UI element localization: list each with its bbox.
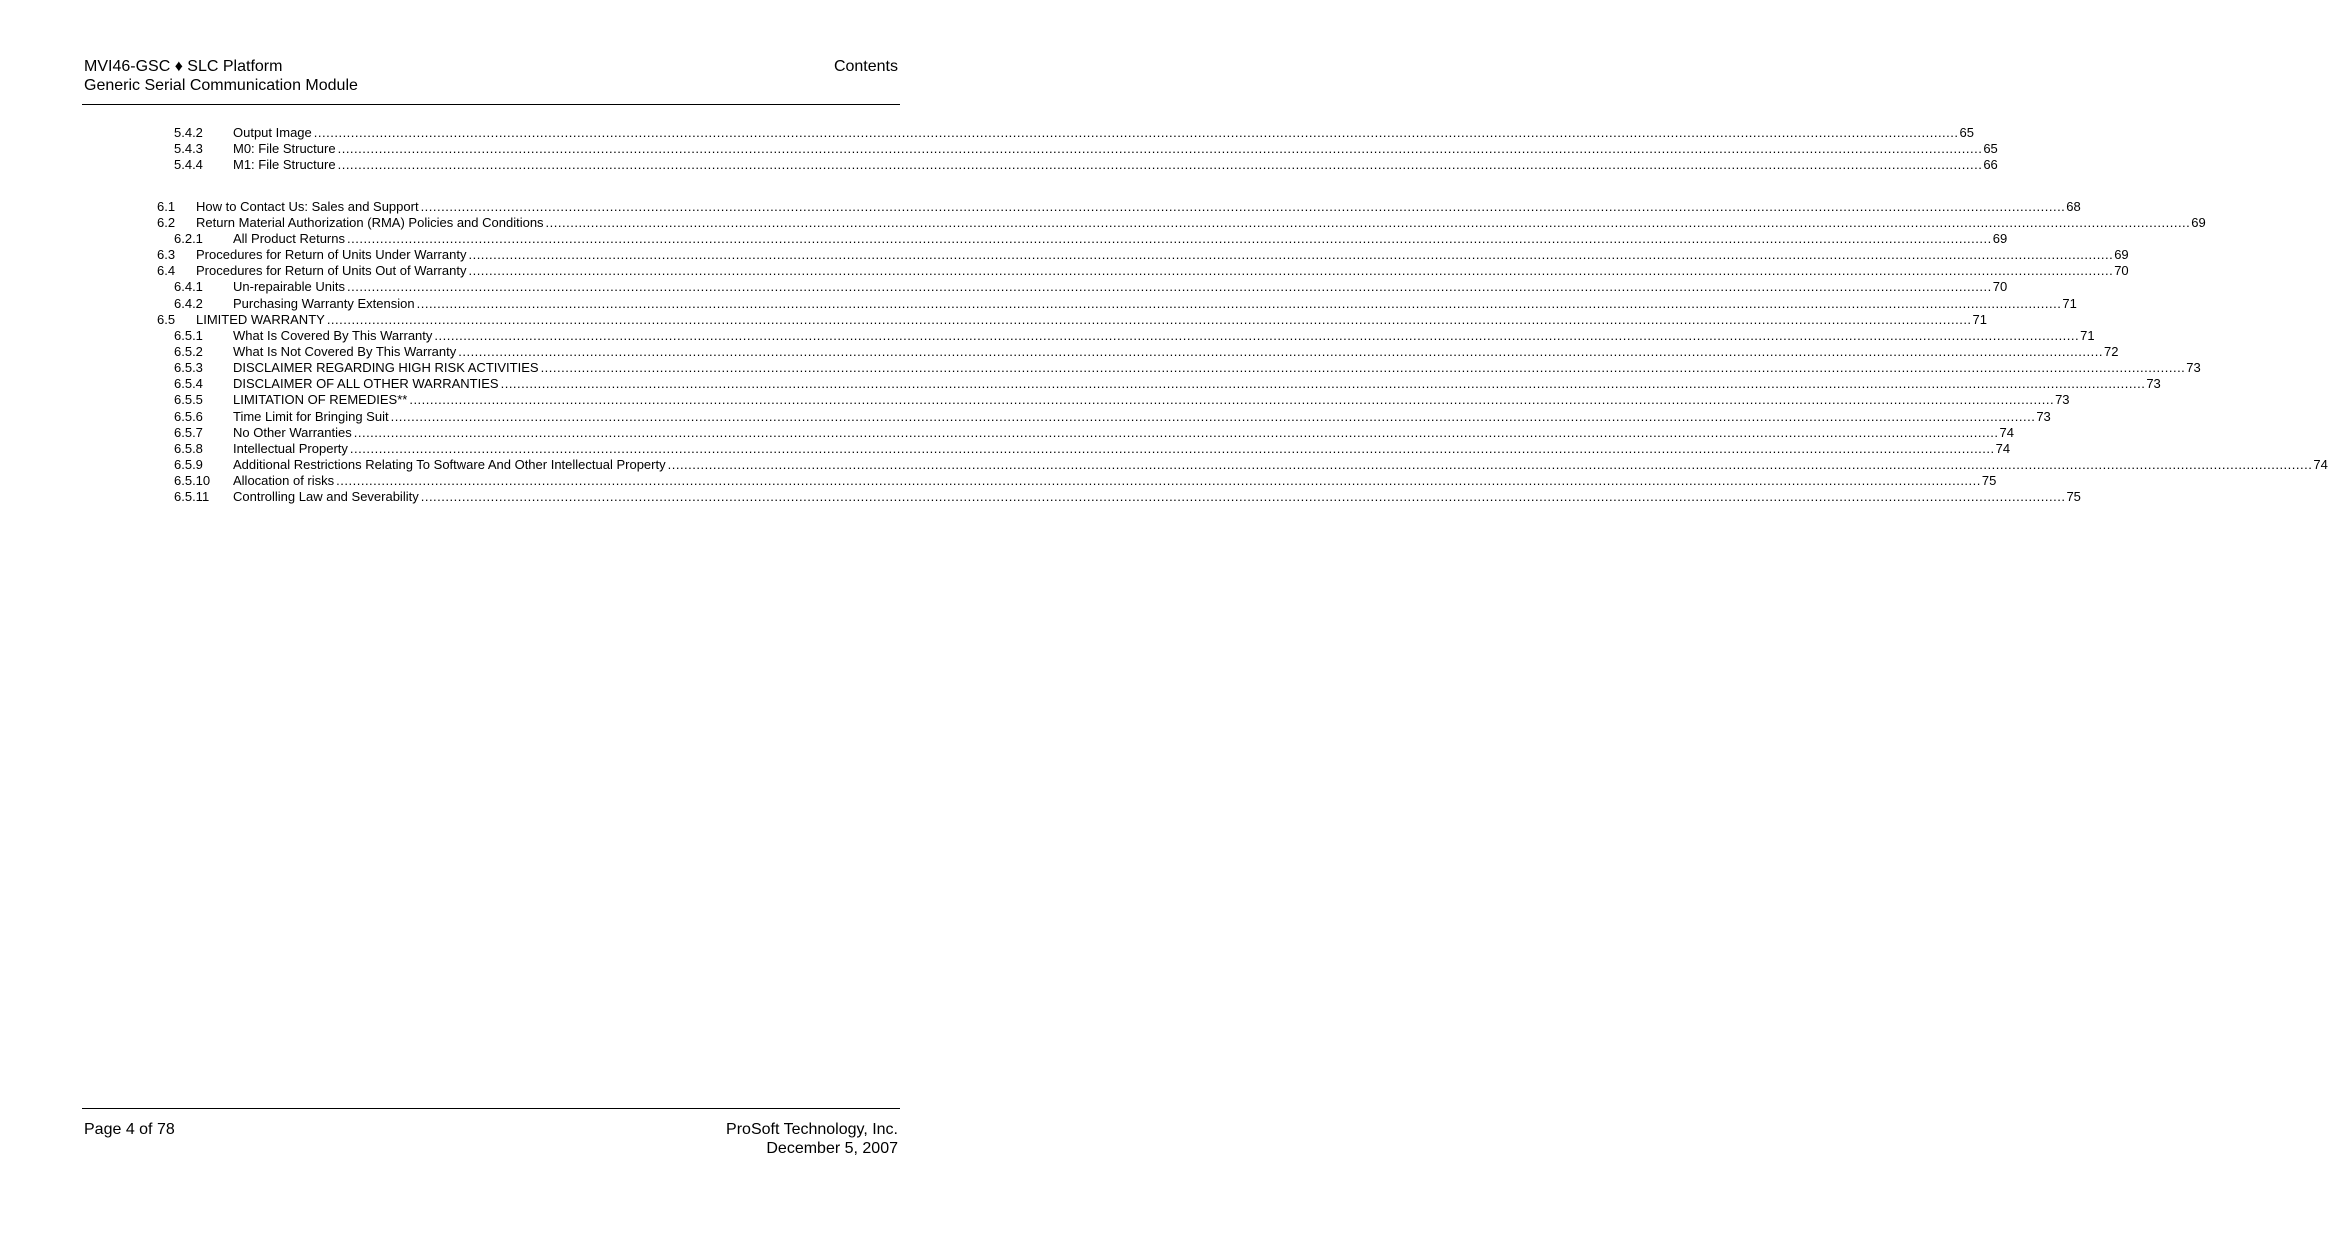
dot-leader: ................................................................................................................................................................................................................................................................................................................................................................................................................ [409, 392, 2055, 407]
dot-leader: ................................................................................................................................................................................................................................................................................................................................................................................................................ [420, 199, 2066, 214]
toc-entry-title: Output Image [233, 125, 312, 140]
toc-entry-page: 71 [2062, 296, 2077, 311]
dot-leader: ................................................................................................................................................................................................................................................................................................................................................................................................................ [326, 312, 1972, 327]
toc-entry-title: M0: File Structure [233, 141, 336, 156]
document-title-line1: MVI46-GSC ♦ SLC Platform [84, 58, 283, 75]
toc-entry-page: 73 [2055, 392, 2070, 407]
toc-entry[interactable] [157, 263, 2129, 279]
dot-leader: ................................................................................................................................................................................................................................................................................................................................................................................................................ [416, 296, 2062, 311]
toc-entry[interactable] [174, 489, 2081, 505]
toc-entry[interactable] [174, 344, 2119, 360]
toc-entry-title: Return Material Authorization (RMA) Policies and Conditions [196, 215, 544, 230]
toc-entry-page: 74 [1999, 425, 2014, 440]
toc-entry-page: 70 [1992, 279, 2008, 294]
toc-entry[interactable] [174, 409, 2051, 425]
toc-entry-page: 73 [2146, 376, 2161, 391]
toc-entry[interactable] [174, 392, 2070, 408]
dot-leader: ................................................................................................................................................................................................................................................................................................................................................................................................................ [667, 457, 2313, 472]
toc-entry[interactable] [174, 141, 1998, 157]
footer-rule [82, 1108, 900, 1109]
toc-entry-title: Additional Restrictions Relating To Software And Other Intellectual Property [233, 457, 666, 472]
toc-entry-title: Intellectual Property [233, 441, 348, 456]
toc-entry-page: 65 [1983, 141, 1998, 156]
toc-entry-number: 5.4.3 [174, 141, 203, 156]
dot-leader: ................................................................................................................................................................................................................................................................................................................................................................................................................ [468, 263, 2114, 278]
toc-entry[interactable] [174, 125, 1974, 141]
toc-entry-title: DISCLAIMER REGARDING HIGH RISK ACTIVITIES [233, 360, 539, 375]
toc-entry-number: 6.5.6 [174, 409, 203, 424]
toc-entry-number: 6.4.2 [174, 296, 203, 311]
toc-entry-title: Purchasing Warranty Extension [233, 296, 415, 311]
toc-entry[interactable] [174, 296, 2077, 312]
toc-entry-page: 75 [1981, 473, 1997, 488]
toc-entry-title: Procedures for Return of Units Under Warranty [196, 247, 467, 262]
dot-leader: ................................................................................................................................................................................................................................................................................................................................................................................................................ [545, 215, 2191, 230]
toc-entry-page: 69 [2114, 247, 2129, 262]
toc-entry-number: 6.5.9 [174, 457, 203, 472]
company-name: ProSoft Technology, Inc. [726, 1121, 898, 1138]
page-number: Page 4 of 78 [84, 1121, 175, 1138]
toc-entry[interactable] [157, 312, 1988, 328]
toc-entry-number: 6.5.3 [174, 360, 203, 375]
toc-entry-page: 71 [1972, 312, 1988, 327]
dot-leader: ................................................................................................................................................................................................................................................................................................................................................................................................................ [434, 328, 2080, 343]
toc-entry-title: Procedures for Return of Units Out of Warranty [196, 263, 467, 278]
toc-entry-page: 74 [2313, 457, 2328, 472]
dot-leader: ................................................................................................................................................................................................................................................................................................................................................................................................................ [349, 441, 1995, 456]
toc-entry-number: 6.5.8 [174, 441, 203, 456]
toc-entry[interactable] [174, 376, 2161, 392]
toc-entry-title: Allocation of risks [233, 473, 335, 488]
toc-entry-number: 6.5.11 [174, 489, 210, 504]
dot-leader: ................................................................................................................................................................................................................................................................................................................................................................................................................ [337, 141, 1983, 156]
toc-entry-page: 69 [1992, 231, 2008, 246]
toc-entry-page: 75 [2066, 489, 2081, 504]
dot-leader: ................................................................................................................................................................................................................................................................................................................................................................................................................ [353, 425, 1999, 440]
toc-entry[interactable] [157, 215, 2206, 231]
toc-entry-page: 73 [2036, 409, 2051, 424]
toc-entry-number: 6.4 [157, 263, 176, 278]
toc-entry-number: 6.5.4 [174, 376, 203, 391]
dot-leader: ................................................................................................................................................................................................................................................................................................................................................................................................................ [337, 157, 1983, 172]
toc-entry-title: LIMITED WARRANTY [196, 312, 325, 327]
toc-entry-number: 6.5 [157, 312, 176, 327]
toc-entry-number: 6.5.2 [174, 344, 203, 359]
dot-leader: ................................................................................................................................................................................................................................................................................................................................................................................................................ [540, 360, 2186, 375]
toc-entry-page: 69 [2191, 215, 2206, 230]
dot-leader: ................................................................................................................................................................................................................................................................................................................................................................................................................ [313, 125, 1959, 140]
toc-entry-number: 6.2.1 [174, 231, 203, 246]
dot-leader: ................................................................................................................................................................................................................................................................................................................................................................................................................ [336, 473, 1981, 488]
toc-entry[interactable] [174, 157, 1998, 173]
document-title [84, 57, 358, 95]
toc-entry[interactable] [174, 279, 2008, 295]
toc-entry-page: 66 [1983, 157, 1998, 172]
toc-entry-title: M1: File Structure [233, 157, 336, 172]
document-title-line2: Generic Serial Communication Module [84, 77, 358, 94]
dot-leader: ................................................................................................................................................................................................................................................................................................................................................................................................................ [420, 489, 2066, 504]
toc-entry[interactable] [174, 328, 2095, 344]
toc-entry-page: 68 [2066, 199, 2081, 214]
toc-entry-number: 6.4.1 [174, 279, 203, 294]
toc-entry[interactable] [174, 360, 2201, 376]
toc-entry-title: Time Limit for Bringing Suit [233, 409, 389, 424]
toc-entry[interactable] [174, 231, 2008, 247]
toc-entry-title: What Is Not Covered By This Warranty [233, 344, 457, 359]
toc-entry-number: 6.2 [157, 215, 176, 230]
toc-entry-title: No Other Warranties [233, 425, 352, 440]
toc-entry-page: 73 [2186, 360, 2201, 375]
toc-entry-page: 74 [1995, 441, 2011, 456]
toc-entry-title: What Is Covered By This Warranty [233, 328, 433, 343]
dot-leader: ................................................................................................................................................................................................................................................................................................................................................................................................................ [347, 279, 1992, 294]
header-rule [82, 104, 900, 105]
toc-entry-number: 6.5.10 [174, 473, 211, 488]
toc-entry-number: 6.5.1 [174, 328, 203, 343]
toc-entry[interactable] [174, 425, 2014, 441]
dot-leader: ................................................................................................................................................................................................................................................................................................................................................................................................................ [500, 376, 2146, 391]
toc-entry-title: LIMITATION OF REMEDIES** [233, 392, 408, 407]
toc-entry-number: 6.3 [157, 247, 176, 262]
toc-entry-page: 72 [2103, 344, 2119, 359]
toc-entry-title: DISCLAIMER OF ALL OTHER WARRANTIES [233, 376, 499, 391]
toc-entry-number: 6.5.5 [174, 392, 203, 407]
toc-entry-title: How to Contact Us: Sales and Support [196, 199, 419, 214]
dot-leader: ................................................................................................................................................................................................................................................................................................................................................................................................................ [468, 247, 2114, 262]
toc-entry-number: 6.5.7 [174, 425, 203, 440]
toc-entry-page: 70 [2114, 263, 2129, 278]
toc-entry[interactable] [174, 473, 1997, 489]
toc-entry[interactable] [174, 457, 2328, 473]
toc-entry[interactable] [174, 441, 2011, 457]
dot-leader: ................................................................................................................................................................................................................................................................................................................................................................................................................ [390, 409, 2036, 424]
footer-publisher [726, 1120, 898, 1158]
toc-entry-page: 65 [1959, 125, 1974, 140]
toc-entry[interactable] [157, 247, 2129, 263]
dot-leader: ................................................................................................................................................................................................................................................................................................................................................................................................................ [347, 231, 1992, 246]
publication-date: December 5, 2007 [766, 1140, 898, 1157]
dot-leader: ................................................................................................................................................................................................................................................................................................................................................................................................................ [458, 344, 2103, 359]
toc-entry-number: 6.1 [157, 199, 176, 214]
toc-entry-title: All Product Returns [233, 231, 345, 246]
toc-entry-title: Controlling Law and Severability [233, 489, 419, 504]
toc-entry-title: Un-repairable Units [233, 279, 345, 294]
toc-entry-number: 5.4.4 [174, 157, 203, 172]
toc-entry-page: 71 [2080, 328, 2095, 343]
section-name: Contents [833, 58, 898, 75]
toc-entry-number: 5.4.2 [174, 125, 203, 140]
toc-entry[interactable] [157, 199, 2081, 215]
